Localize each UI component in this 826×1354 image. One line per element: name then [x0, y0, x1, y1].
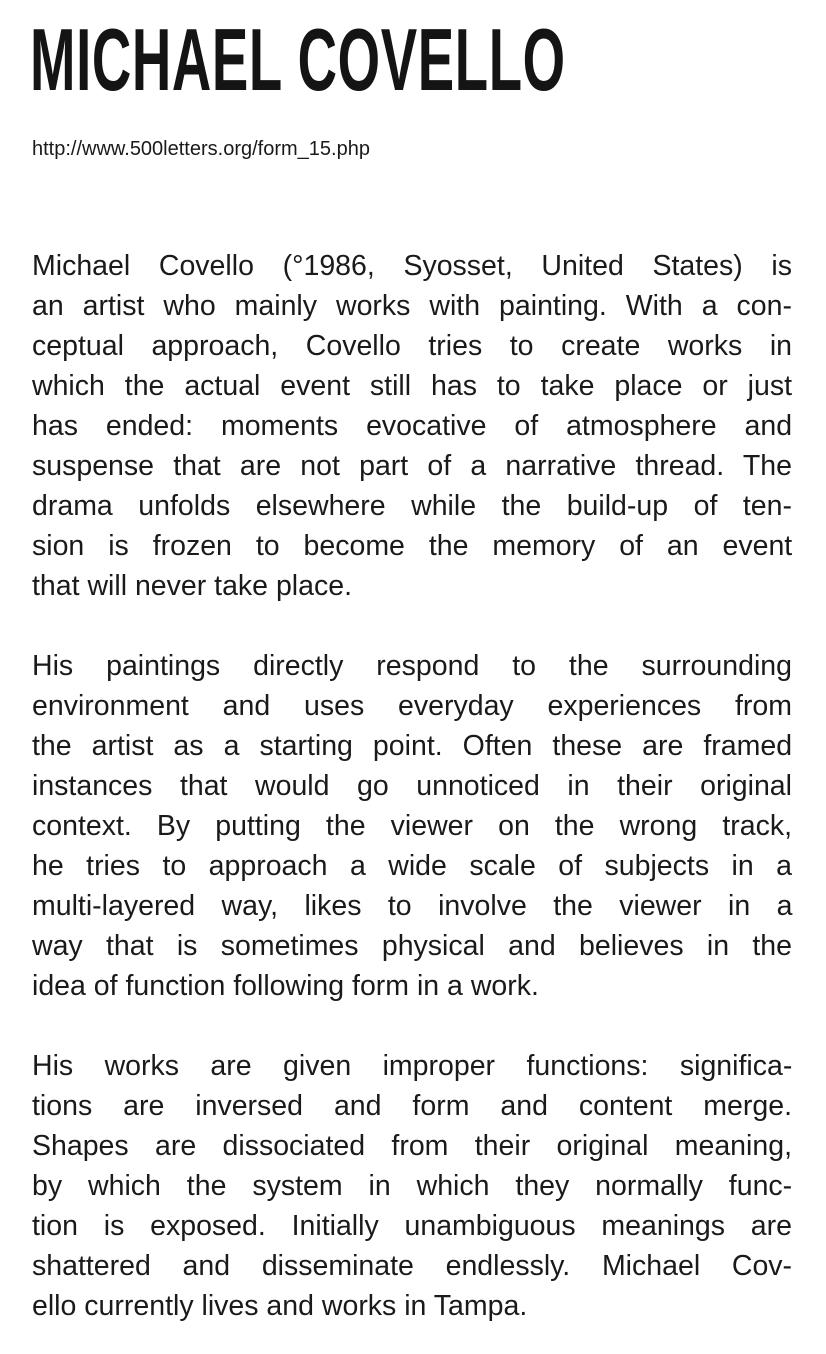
- text-line: His works are given improper functions: significa-: [32, 1050, 793, 1082]
- text-line: he tries to approach a wide scale of subjects in a: [32, 850, 792, 882]
- text-line: Michael Covello (°1986, Syosset, United States) is: [32, 250, 792, 282]
- text-line: has ended: moments evocative of atmosphere and: [32, 410, 793, 442]
- text-line: His paintings directly respond to the surrounding: [32, 650, 792, 682]
- text-line: tions are inversed and form and content merge.: [32, 1090, 792, 1122]
- text-line: drama unfolds elsewhere while the build-up of ten-: [32, 490, 792, 522]
- text-line: suspense that are not part of a narrative thread. The: [32, 450, 792, 482]
- text-line: that will never take place.: [32, 570, 352, 602]
- text-line: environment and uses everyday experiences from: [32, 690, 792, 722]
- source-url-link[interactable]: http://www.500letters.org/form_15.php: [32, 138, 370, 160]
- paragraph-works: [32, 1046, 792, 1326]
- paragraph-practice: [32, 646, 792, 1006]
- text-line: by which the system in which they normally func-: [32, 1170, 793, 1202]
- text-line: which the actual event still has to take place or just: [32, 370, 793, 402]
- text-line: way that is sometimes physical and believes in the: [32, 930, 792, 962]
- text-line: context. By putting the viewer on the wrong track,: [32, 810, 792, 842]
- text-line: instances that would go unnoticed in their original: [32, 770, 792, 802]
- text-line: ceptual approach, Covello tries to create works in: [32, 330, 792, 362]
- paragraph-biography: [32, 246, 792, 606]
- text-line: tion is exposed. Initially unambiguous meanings are: [32, 1210, 792, 1242]
- text-line: Shapes are dissociated from their original meaning,: [32, 1130, 792, 1162]
- text-line: shattered and disseminate endlessly. Michael Cov-: [32, 1250, 793, 1282]
- text-line: ello currently lives and works in Tampa.: [32, 1290, 528, 1322]
- text-line: sion is frozen to become the memory of an event: [32, 530, 793, 562]
- text-line: an artist who mainly works with painting. With a con-: [32, 290, 792, 322]
- page-title: MICHAEL COVELLO: [30, 10, 566, 109]
- text-line: multi-layered way, likes to involve the viewer in a: [32, 890, 793, 922]
- text-line: the artist as a starting point. Often these are framed: [32, 730, 793, 762]
- text-line: idea of function following form in a work.: [32, 970, 539, 1002]
